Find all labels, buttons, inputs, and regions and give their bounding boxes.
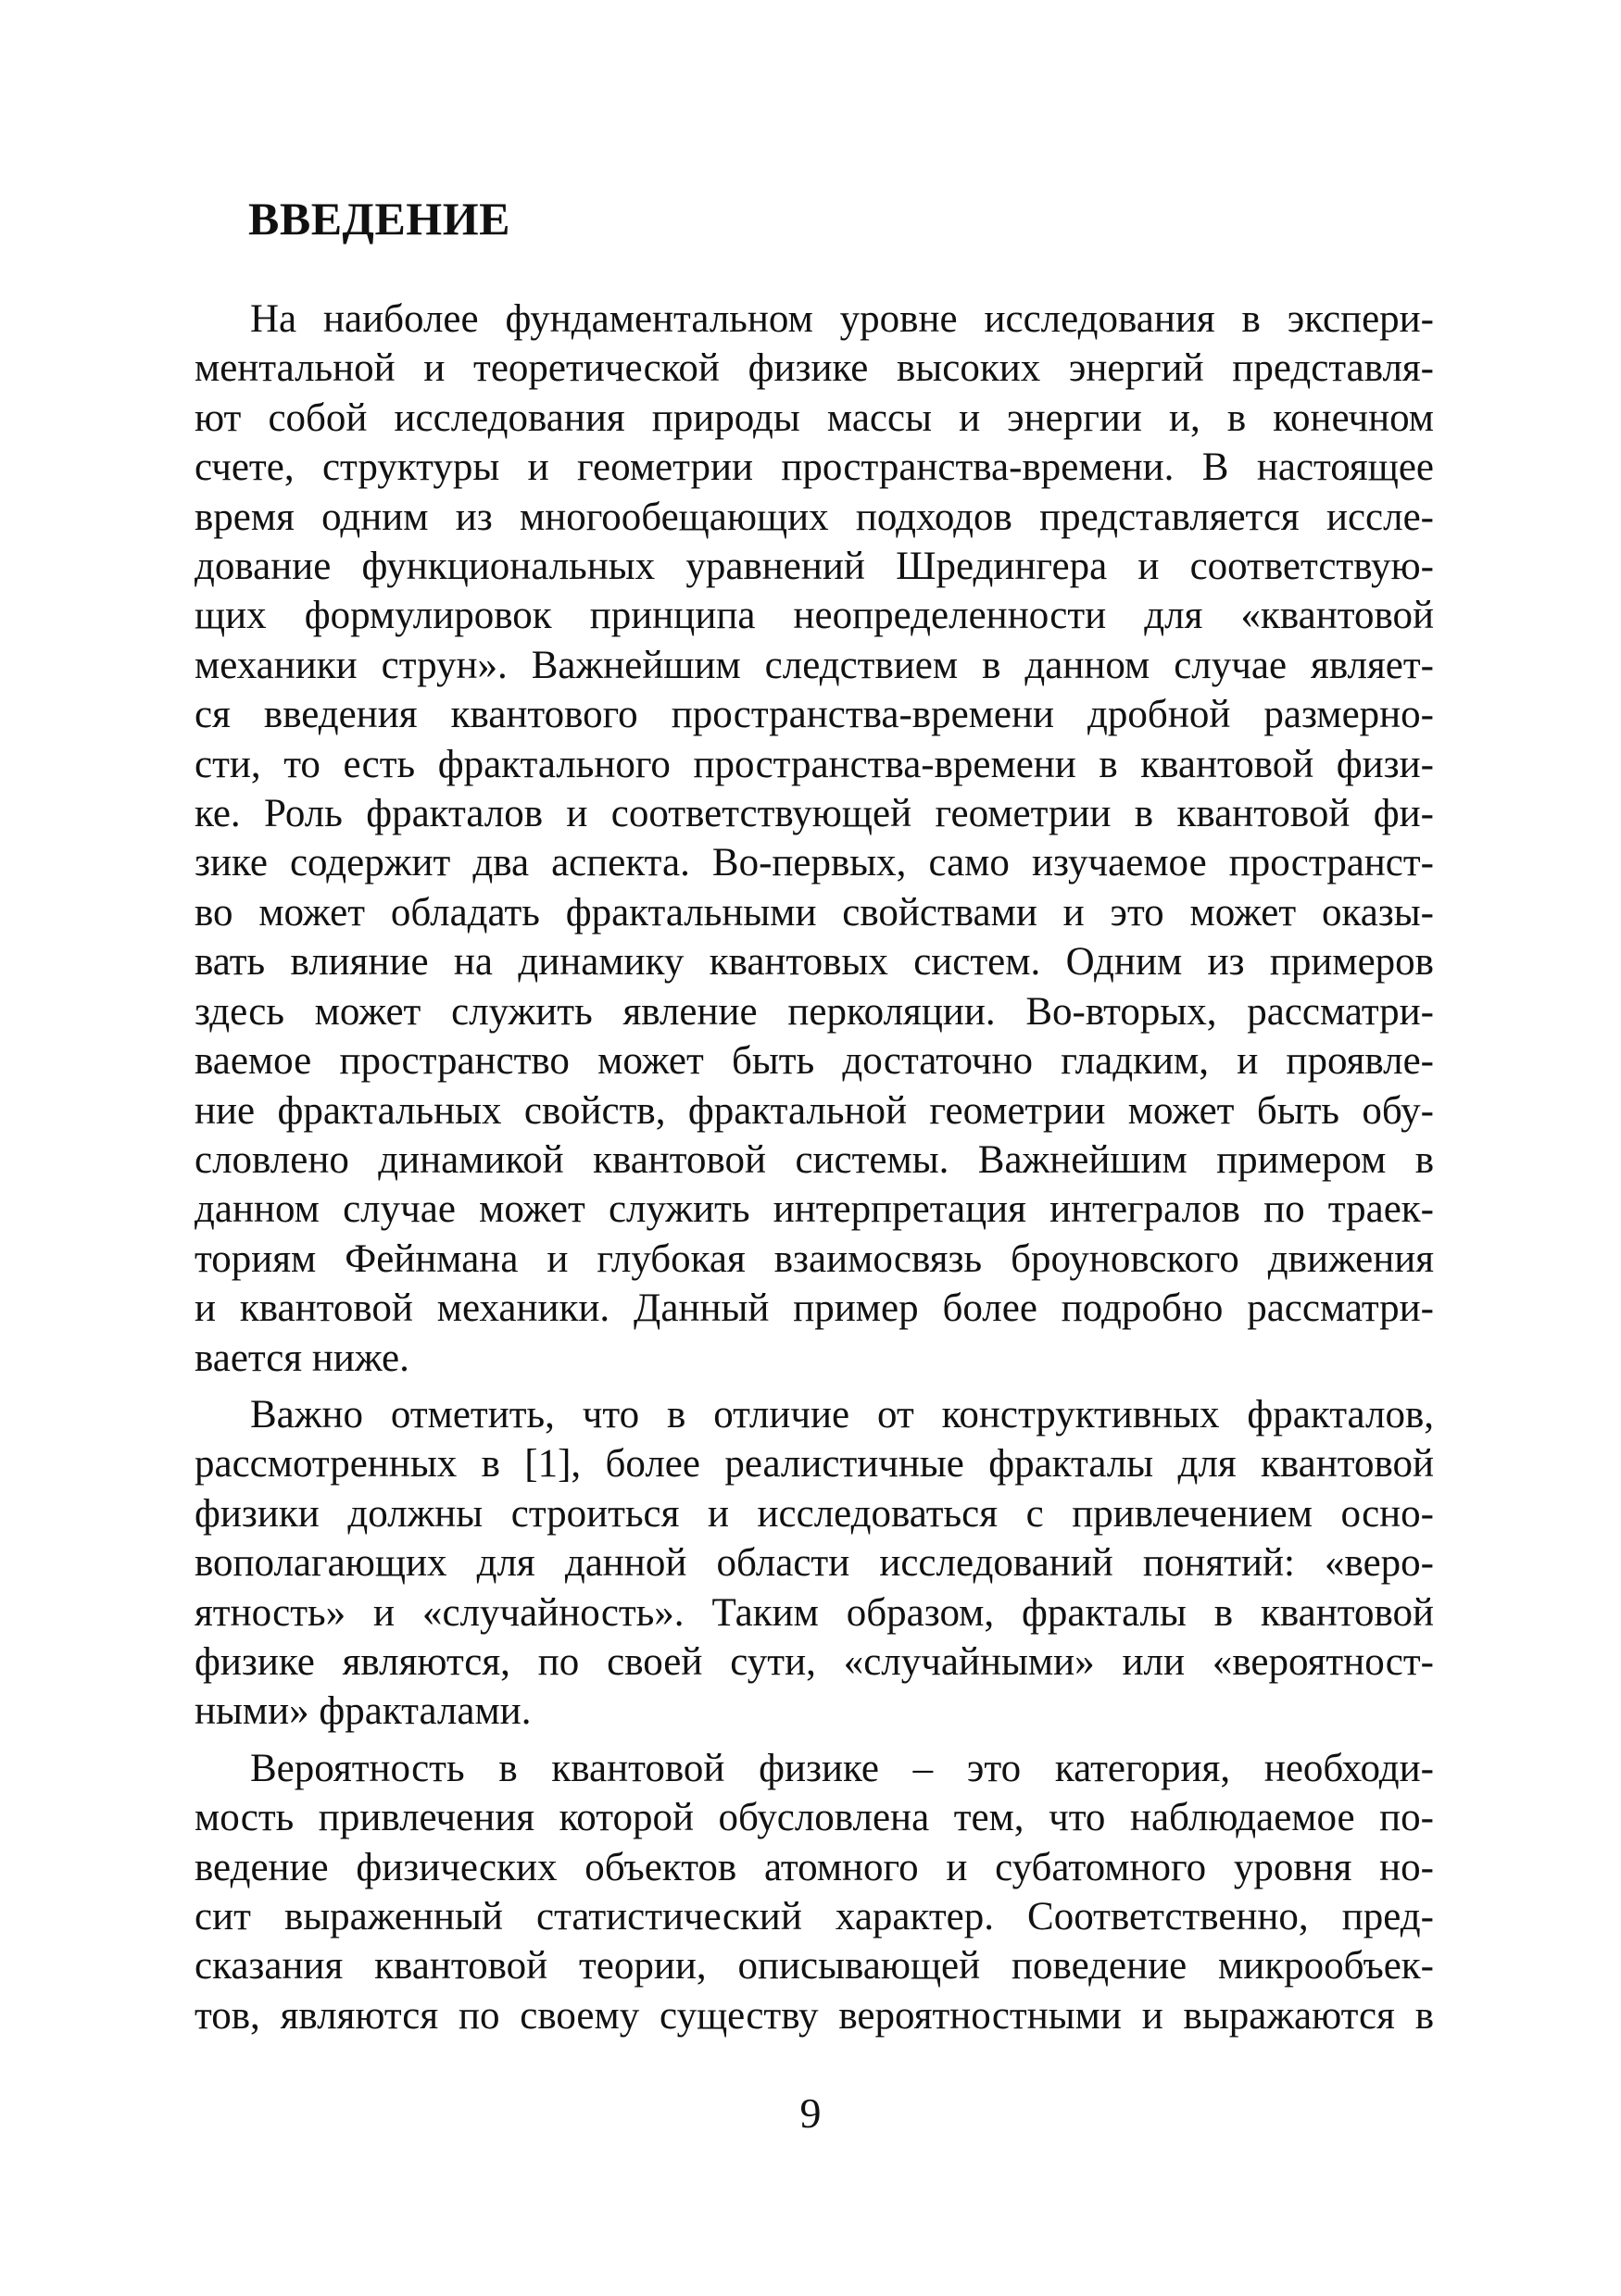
text-line: ведение физических объектов атомного и субатомного уровня но- xyxy=(195,1845,1434,1889)
text-line: ют собой исследования природы массы и энергии и, в конечном xyxy=(195,395,1434,440)
text-line: физике являются, по своей сути, «случайными» или «вероятност- xyxy=(195,1639,1434,1684)
text-line: На наиболее фундаментальном уровне исследования в экспери- xyxy=(250,297,1434,341)
body-text xyxy=(195,295,1434,2048)
paragraph xyxy=(195,1744,1434,2040)
text-line: физики должны строиться и исследоваться с привлечением осно- xyxy=(195,1491,1434,1536)
text-line: счете, структуры и геометрии пространства-времени. В настоящее xyxy=(195,445,1434,490)
text-line: ными» фракталами. xyxy=(195,1689,532,1734)
text-line: рассмотренных в [1], более реалистичные фракталы для квантовой xyxy=(195,1442,1434,1487)
text-line: время одним из многообещающих подходов представляется иссле- xyxy=(195,495,1434,539)
paragraph xyxy=(195,295,1434,1383)
text-line: ке. Роль фракталов и соответствующей геометрии в квантовой фи- xyxy=(195,792,1434,836)
text-line: сит выраженный статистический характер. Соответственно, пред- xyxy=(195,1895,1434,1938)
text-line: Вероятность в квантовой физике – это категория, необходи- xyxy=(250,1746,1434,1790)
text-line: сказания квантовой теории, описывающей поведение микрообъек- xyxy=(195,1944,1434,1989)
text-line: вополагающих для данной области исследований понятий: «веро- xyxy=(195,1541,1434,1586)
text-line: мость привлечения которой обусловлена тем, что наблюдаемое по- xyxy=(195,1796,1434,1840)
text-line: дование функциональных уравнений Шредингера и соответствую- xyxy=(195,545,1434,589)
text-line: тов, являются по своему существу вероятностными и выражаются в xyxy=(195,1993,1434,2038)
text-line: щих формулировок принципа неопределенности для «квантовой xyxy=(195,594,1434,638)
text-line: ментальной и теоретической физике высоких энергий представля- xyxy=(195,346,1434,391)
text-line: ториям Фейнмана и глубокая взаимосвязь броуновского движения xyxy=(195,1236,1434,1281)
text-line: вать влияние на динамику квантовых систем. Одним из примеров xyxy=(195,940,1434,985)
section-heading: ВВЕДЕНИЕ xyxy=(248,193,510,245)
paragraph xyxy=(195,1390,1434,1737)
text-line: ятность» и «случайность». Таким образом, фракталы в квантовой xyxy=(195,1590,1434,1635)
text-line: зике содержит два аспекта. Во-первых, само изучаемое пространст- xyxy=(195,841,1434,885)
text-line: словлено динамикой квантовой системы. Важнейшим примером в xyxy=(195,1137,1434,1182)
text-line: ся введения квантового пространства-времени дробной размерно- xyxy=(195,693,1434,737)
text-line: во может обладать фрактальными свойствами и это может оказы- xyxy=(195,890,1434,935)
text-line: вается ниже. xyxy=(195,1336,409,1380)
text-line: здесь может служить явление перколяции. Во-вторых, рассматри- xyxy=(195,989,1434,1034)
text-line: Важно отметить, что в отличие от конструктивных фракталов, xyxy=(250,1392,1434,1437)
text-line: сти, то есть фрактального пространства-времени в квантовой физи- xyxy=(195,742,1434,786)
page-number: 9 xyxy=(799,2089,822,2137)
text-line: ние фрактальных свойств, фрактальной геометрии может быть обу- xyxy=(195,1088,1434,1133)
text-line: ваемое пространство может быть достаточно гладким, и проявле- xyxy=(195,1039,1434,1084)
text-line: и квантовой механики. Данный пример более подробно рассматри- xyxy=(195,1286,1434,1331)
text-line: механики струн». Важнейшим следствием в данном случае являет- xyxy=(195,643,1434,687)
text-line: данном случае может служить интерпретация интегралов по траек- xyxy=(195,1187,1434,1232)
